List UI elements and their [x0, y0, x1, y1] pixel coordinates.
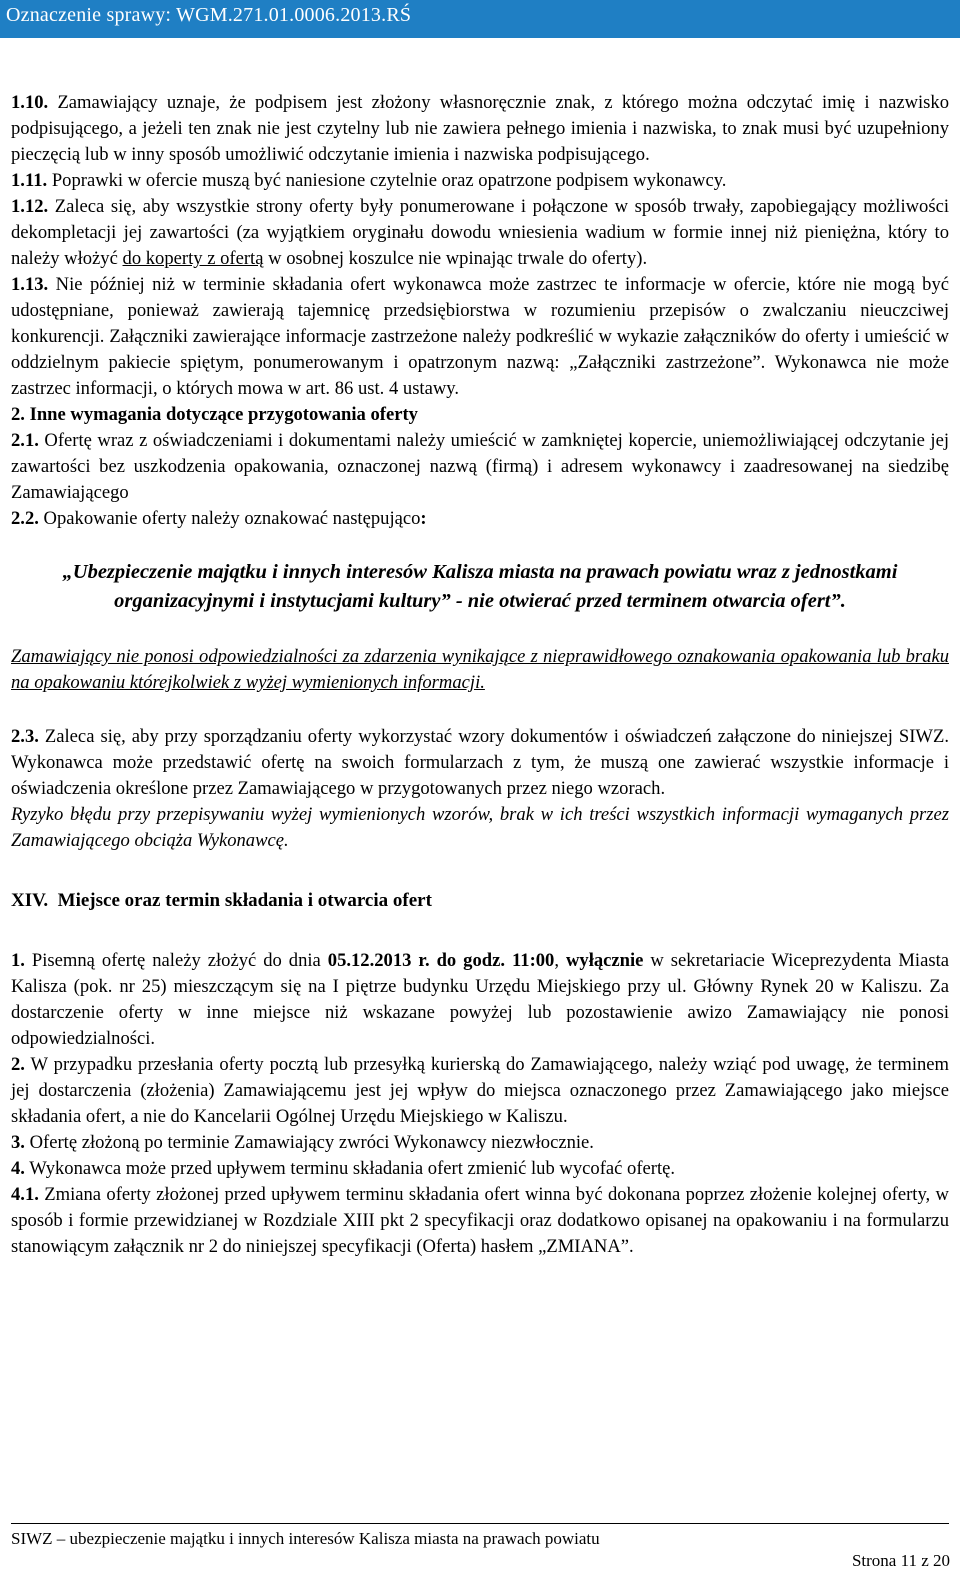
paragraph-number: 4.1. — [11, 1184, 39, 1205]
document-header-bar — [0, 0, 960, 38]
paragraph-text: Zmiana oferty złożonej przed upływem terminu składania ofert winna być dokonana poprzez złożenie kolejnej oferty, w sposób i formie przewidzianej w Rozdziale XIII pkt 2 specyfikacji oraz dodatkowo opisanej na opakowaniu i na formularzu stanowiącym załącznik nr 2 do niniejszej specyfikacji (Oferta) hasłem „ZMIANA”. — [11, 1184, 949, 1257]
document-body — [11, 90, 949, 1260]
paragraph-2 — [11, 1052, 949, 1130]
paragraph-1 — [11, 948, 949, 1052]
paragraph-text: Zaleca się, aby wszystkie strony oferty były ponumerowane i połączone w sposób trwały, zapobiegający możliwości dekompletacji jej zawartości (za wyjątkiem oryginału dowodu wniesienia wadium w formie innej niż pieniężna, który to należy włożyć — [11, 196, 949, 269]
paragraph-2-1 — [11, 428, 949, 506]
paragraph-text: Zaleca się, aby przy sporządzaniu oferty wykorzystać wzory dokumentów i oświadczeń załączone do niniejszej SIWZ. Wykonawca może przedstawić ofertę na swoich formularzach z tym, że muszą one zawierać wszystkie informacje i oświadczenia określone przez Zamawiającego w przygotowanych przez niego wzorach. — [11, 726, 949, 799]
paragraph-number: 3. — [11, 1132, 25, 1153]
paragraph-text: w osobnej koszulce nie wpinając trwale do oferty). — [263, 248, 648, 269]
paragraph-number: 2.3. — [11, 726, 39, 747]
underlined-phrase: do koperty z ofertą — [122, 248, 264, 269]
paragraph-number: 2. — [11, 1054, 25, 1075]
paragraph-1-12 — [11, 194, 949, 272]
case-reference: Oznaczenie sprawy: WGM.271.01.0006.2013.RŚ — [6, 4, 412, 26]
section-2-heading: 2. Inne wymagania dotyczące przygotowania oferty — [11, 404, 418, 425]
exclusive-word: wyłącznie — [565, 950, 644, 971]
paragraph-4 — [11, 1156, 949, 1182]
paragraph-number: 1.13. — [11, 274, 49, 295]
spacer — [11, 914, 949, 948]
paragraph-number: 2.1. — [11, 430, 39, 451]
page-number: Strona 11 z 20 — [851, 1551, 950, 1570]
paragraph-number: 1.12. — [11, 196, 49, 217]
paragraph-text: Nie później niż w terminie składania ofert wykonawca może zastrzec te informacje w ofercie, które nie mogą być udostępniane, ponieważ zawierają tajemnicę przedsiębiorstwa w rozumieniu przepisów o zwalczaniu nieuczciwej konkurencji. Załączniki zawierające informacje zastrzeżone należy podkreślić w wykazie załączników do oferty i umieścić w oddzielnym pakiecie spiętym, ponumerowanym i opatrzonym nazwą: „Załączniki zastrzeżone”. Wykonawca nie może zastrzec informacji, o których mowa w art. 86 ust. 4 ustawy. — [11, 274, 949, 399]
colon: : — [420, 508, 427, 529]
risk-notice: Ryzyko błędu przy przepisywaniu wyżej wymienionych wzorów, brak w ich treści wszystkich informacji wymaganych przez Zamawiającego obciąża Wykonawcę. — [11, 804, 949, 851]
paragraph-1-13 — [11, 272, 949, 402]
liability-notice: Zamawiający nie ponosi odpowiedzialności za zdarzenia wynikające z nieprawidłowego oznakowania opakowania lub braku na opakowaniu którejkolwiek z wyżej wymienionych informacji. — [11, 646, 949, 693]
envelope-label-banner: „Ubezpieczenie majątku i innych interesów Kalisza miasta na prawach powiatu wraz z jednostkami organizacyjnymi i instytucjami kultury” - nie otwierać przed terminem otwarcia ofert”. — [62, 561, 898, 612]
paragraph-1-11 — [11, 168, 949, 194]
paragraph-2-2 — [11, 506, 949, 532]
paragraph-number: 1.11. — [11, 170, 48, 191]
section-xiv-heading — [11, 888, 949, 914]
paragraph-4-1 — [11, 1182, 949, 1260]
spacer — [11, 854, 949, 888]
paragraph-number: 2.2. — [11, 508, 39, 529]
paragraph-text: W przypadku przesłania oferty pocztą lub przesyłką kurierską do Zamawiającego, należy wziąć pod uwagę, że terminem jej dostarczenia (złożenia) Zamawiającemu jest jej wpływ do miejsca oznaczonego przez Zamawiającego jako miejsce składania ofert, a nie do Kancelarii Ogólnej Urzędu Miejskiego w Kaliszu. — [11, 1054, 949, 1127]
footer-document-title: SIWZ – ubezpieczenie majątku i innych interesów Kalisza miasta na prawach powiatu — [11, 1529, 600, 1548]
paragraph-text: Wykonawca może przed upływem terminu składania ofert zmienić lub wycofać ofertę. — [24, 1158, 676, 1179]
spacer — [11, 696, 949, 724]
paragraph-text: Ofertę złożoną po terminie Zamawiający zwróci Wykonawcy niezwłocznie. — [24, 1132, 594, 1153]
paragraph-number: 4. — [11, 1158, 25, 1179]
paragraph-number: 1. — [11, 950, 25, 971]
paragraph-1-10 — [11, 90, 949, 168]
paragraph-text: Pisemną ofertę należy złożyć do dnia — [24, 950, 328, 971]
deadline-date: 05.12.2013 r. do godz. 11:00 — [327, 950, 555, 971]
section-number: XIV. — [11, 890, 49, 911]
paragraph-text: Zamawiający uznaje, że podpisem jest złożony własnoręcznie znak, z którego można odczytać imię i nazwisko podpisującego, a jeżeli ten znak nie jest czytelny lub nie zawiera pełnego imienia i nazwiska, to znak musi być uzupełniony pieczęcią lub w inny sposób umożliwić odczytanie imienia i nazwiska podpisującego. — [11, 92, 949, 165]
paragraph-2-3 — [11, 724, 949, 802]
paragraph-text: w sekretariacie Wiceprezydenta Miasta Kalisza (pok. nr 25) mieszczącym się na I piętrze budynku Urzędu Miejskiego przy ul. Główny Rynek 20 w Kaliszu. Za dostarczenie oferty w inne miejsce niż wskazane powyżej lub pozostawienie awizo Zamawiający nie ponosi odpowiedzialności. — [11, 950, 949, 1049]
footer-divider — [11, 1523, 949, 1524]
paragraph-text: Ofertę wraz z oświadczeniami i dokumentami należy umieścić w zamkniętej kopercie, uniemożliwiającej odczytanie jej zawartości bez uszkodzenia opakowania, oznaczonej nazwą (firmą) i adresem wykonawcy i zaadresowanej na siedzibę Zamawiającego — [11, 430, 949, 503]
paragraph-text: Opakowanie oferty należy oznakować następująco — [38, 508, 421, 529]
paragraph-number: 1.10. — [11, 92, 49, 113]
paragraph-text: , — [554, 950, 566, 971]
paragraph-3 — [11, 1130, 949, 1156]
section-title-text: Miejsce oraz termin składania i otwarcia ofert — [48, 890, 432, 911]
paragraph-text: Poprawki w ofercie muszą być naniesione czytelnie oraz opatrzone podpisem wykonawcy. — [47, 170, 727, 191]
